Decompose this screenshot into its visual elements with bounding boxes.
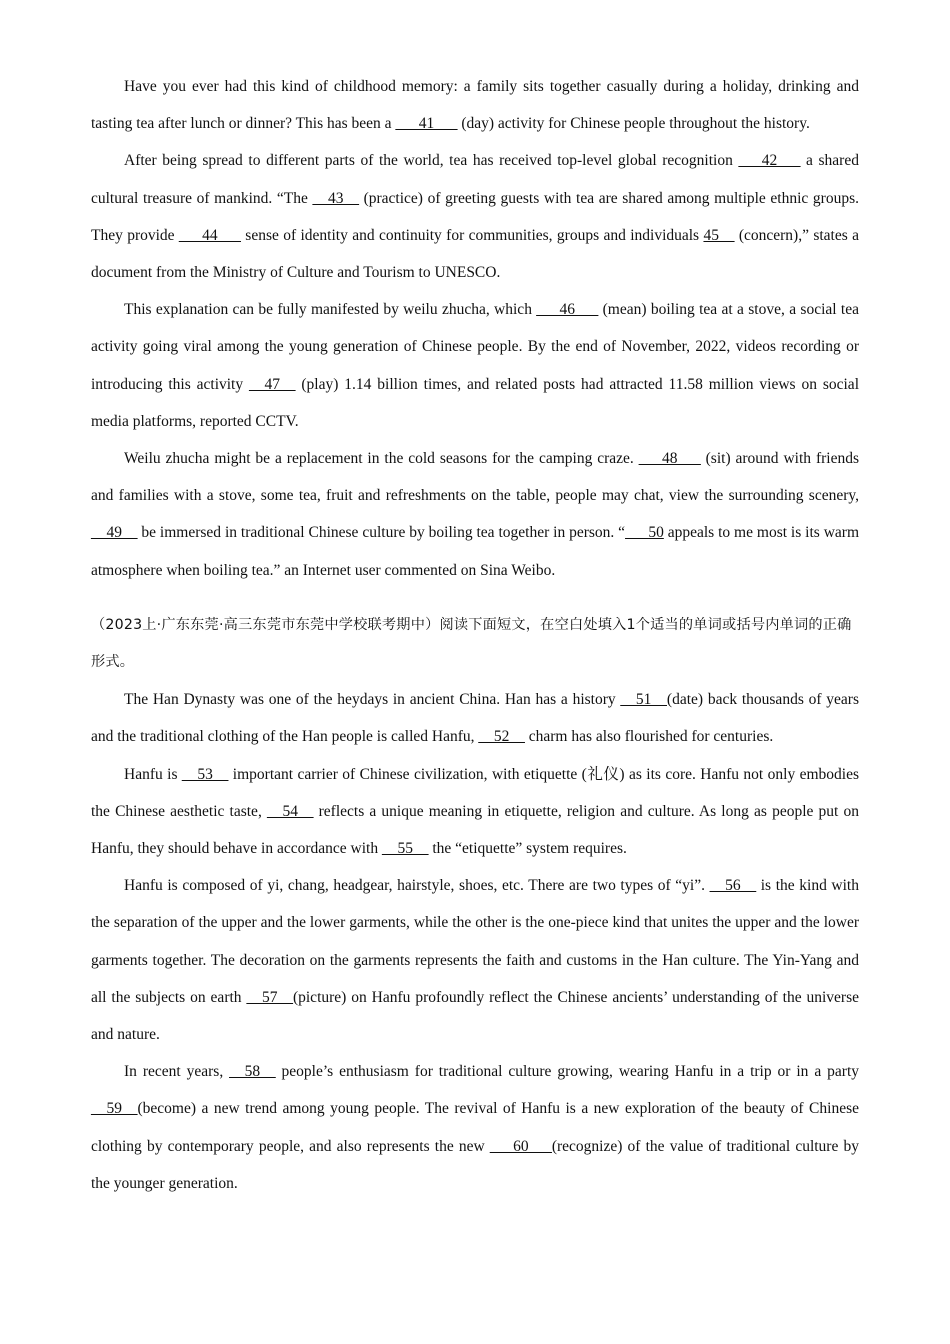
blank-56: __56__	[709, 877, 757, 895]
text: In recent years,	[124, 1063, 230, 1081]
passage1-paragraph-4	[91, 440, 859, 589]
text: important carrier of Chinese civilization, with etiquette (礼仪) as its core. Hanfu not only embodies the Chinese aesthetic taste,	[91, 765, 860, 820]
text: a shared cultural treasure of mankind. “The	[91, 152, 859, 207]
text: (sit) around with friends and families with a stove, some tea, fruit and refreshments on the table, people may chat, view the surrounding scenery,	[91, 450, 859, 505]
text: (become) a new trend among young people. The revival of Hanfu is a new exploration of the beauty of Chinese clothing by contemporary people, and also represents the new	[91, 1100, 859, 1155]
blank-51: __51__	[620, 691, 667, 709]
text: Weilu zhucha might be a replacement in the cold seasons for the camping craze.	[124, 450, 639, 468]
blank-49: __49__	[91, 524, 138, 542]
blank-58: __58__	[229, 1063, 276, 1081]
text: (recognize) of the value of traditional culture by the younger generation.	[91, 1137, 859, 1192]
blank-42: ___42___	[738, 152, 801, 170]
text: Have you ever had this kind of childhood memory: a family sits together casually during a holiday, drinking and tasting tea after lunch or dinner? This has been a	[91, 78, 859, 133]
blank-53: __53__	[181, 765, 229, 783]
blank-44: ___44___	[178, 226, 241, 244]
text: (date) back thousands of years and the traditional clothing of the Han people is called Hanfu,	[91, 691, 860, 746]
blank-43: __43__	[312, 189, 359, 207]
document-page	[91, 68, 859, 1202]
text: (picture) on Hanfu profoundly reflect the Chinese ancients’ understanding of the universe and nature.	[91, 988, 860, 1044]
text: (day) activity for Chinese people throughout the history.	[457, 115, 810, 133]
text: is the kind with the separation of the upper and the lower garments, while the other is the one-piece kind that unites the upper and the lower garments together. The decoration on the garments represents the faith and customs in the Han culture. The Yin-Yang and all the subjects on earth	[91, 877, 859, 1006]
blank-54: __54__	[266, 802, 314, 820]
blank-55: __55__	[381, 840, 429, 858]
text: The Han Dynasty was one of the heydays in ancient China. Han has a history	[124, 691, 621, 709]
text: be immersed in traditional Chinese culture by boiling tea together in person. “	[137, 524, 626, 542]
passage2-paragraph-2	[91, 756, 859, 868]
text: reflects a unique meaning in etiquette, religion and culture. As long as people put on Hanfu, they should behave in accordance with	[91, 802, 859, 858]
blank-52: __52__	[478, 728, 525, 746]
passage1-paragraph-2	[91, 142, 859, 291]
text: (mean) boiling tea at a stove, a social tea activity going viral among the young generation of Chinese people. By the end of November, 2022, videos recording or introducing this activity	[91, 301, 859, 393]
blank-48: ___48___	[638, 450, 701, 468]
text: (play) 1.14 billion times, and related posts had attracted 11.58 million views on social media platforms, reported CCTV.	[91, 375, 859, 430]
text: (concern),” states a document from the Ministry of Culture and Tourism to UNESCO.	[91, 226, 859, 282]
text: appeals to me most is its warm atmosphere when boiling tea.” an Internet user commented on Sina Weibo.	[91, 524, 860, 579]
blank-50: ___50	[625, 524, 664, 542]
blank-47: __47__	[249, 375, 296, 393]
source-instruction: （2023上·广东东莞·高三东莞市东莞中学校联考期中）阅读下面短文，在空白处填入1个适当的单词或括号内单词的正确形式。	[91, 616, 852, 671]
text: (practice) of greeting guests with tea are shared among multiple ethnic groups. They provide	[91, 189, 859, 244]
passage2-paragraph-4	[91, 1053, 859, 1202]
passage2-paragraph-3	[91, 867, 859, 1053]
blank-46: ___46___	[536, 301, 599, 319]
text: Hanfu is	[124, 765, 182, 783]
blank-57: __57__	[246, 988, 293, 1006]
text: This explanation can be fully manifested by weilu zhucha, which	[124, 301, 537, 319]
text: Hanfu is composed of yi, chang, headgear, hairstyle, shoes, etc. There are two types of “yi”.	[124, 877, 710, 895]
text: people’s enthusiasm for traditional culture growing, wearing Hanfu in a trip or in a party	[275, 1063, 859, 1081]
text: charm has also flourished for centuries.	[524, 728, 774, 746]
blank-45: 45__	[703, 226, 735, 244]
blank-59: __59__	[91, 1100, 138, 1118]
blank-41: ___41___	[395, 115, 458, 133]
text: the “etiquette” system requires.	[428, 840, 627, 858]
blank-60: ___60___	[489, 1137, 552, 1155]
text: sense of identity and continuity for communities, groups and individuals	[240, 226, 704, 244]
text: After being spread to different parts of the world, tea has received top-level global recognition	[124, 152, 739, 170]
passage2-paragraph-1	[91, 681, 859, 755]
passage1-paragraph-1	[91, 68, 859, 142]
passage1-paragraph-3	[91, 291, 859, 440]
